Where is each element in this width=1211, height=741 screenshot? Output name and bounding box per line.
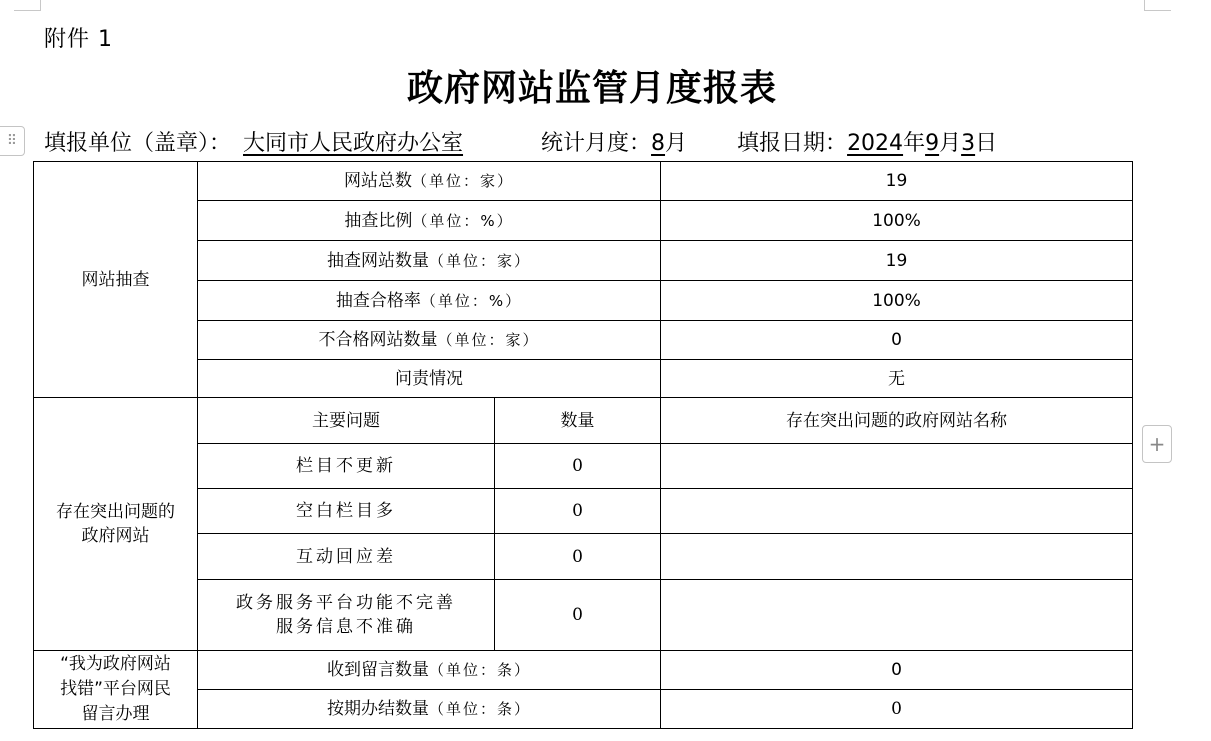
drag-handle-icon: ⠿ xyxy=(6,133,18,149)
sites-cell[interactable] xyxy=(661,580,1133,651)
issue-line2: 服务信息不准确 xyxy=(276,617,416,637)
value-cell[interactable]: 19 xyxy=(661,162,1133,201)
year-value[interactable]: 2024 xyxy=(847,131,904,156)
messages-label-line2: 找错”平台网民 xyxy=(60,679,171,699)
report-date-label: 填报日期： xyxy=(737,131,848,156)
stat-month-value[interactable]: 8 xyxy=(651,131,666,156)
metric-cell xyxy=(198,360,661,398)
page-corner-mark-left xyxy=(14,0,41,11)
table-row xyxy=(34,360,1133,398)
metric-cell xyxy=(198,651,661,690)
issue-cell xyxy=(198,580,495,651)
metric-name: 按期办结数量 xyxy=(326,699,429,719)
table-row xyxy=(34,398,1133,444)
value-cell[interactable]: 无 xyxy=(661,360,1133,398)
table-drag-handle[interactable] xyxy=(0,126,25,156)
value-cell[interactable]: 0 xyxy=(661,321,1133,360)
unit-label: 填报单位（盖章）： xyxy=(44,131,232,156)
page-corner-mark-right xyxy=(1144,0,1171,11)
issue-line1: 政务服务平台功能不完善 xyxy=(236,593,456,613)
table-row xyxy=(34,321,1133,360)
metric-name: 抽查合格率 xyxy=(335,290,421,311)
issues-label-line2: 政府网站 xyxy=(81,526,150,546)
header-sites: 存在突出问题的政府网站名称 xyxy=(661,398,1133,444)
metric-name: 问责情况 xyxy=(395,368,463,389)
value-cell[interactable]: 19 xyxy=(661,241,1133,281)
report-title: 政府网站监管月度报表 xyxy=(406,67,777,109)
table-row xyxy=(34,444,1133,489)
sites-cell[interactable] xyxy=(661,534,1133,580)
metric-name: 不合格网站数量 xyxy=(318,330,438,350)
table-row xyxy=(34,162,1133,201)
stat-month-label: 统计月度： xyxy=(541,131,652,156)
issues-label-line1: 存在突出问题的 xyxy=(56,502,175,522)
month-char: 月 xyxy=(665,131,688,156)
table-row xyxy=(34,201,1133,241)
metric-unit: （单位：家） xyxy=(411,172,514,190)
messages-section-label xyxy=(34,651,198,729)
issues-section-label xyxy=(34,398,198,651)
table-row xyxy=(34,690,1133,729)
metric-cell xyxy=(198,690,661,729)
count-cell[interactable]: 0 xyxy=(495,444,661,489)
metric-name: 抽查网站数量 xyxy=(326,250,429,271)
table-row xyxy=(34,489,1133,534)
header-count: 数量 xyxy=(495,398,661,444)
value-cell[interactable]: 0 xyxy=(661,690,1133,729)
metric-unit: （单位：条） xyxy=(428,661,531,679)
sites-cell[interactable] xyxy=(661,444,1133,489)
table-row xyxy=(34,534,1133,580)
metric-unit: （单位：家） xyxy=(428,251,531,270)
year-char: 年 xyxy=(903,131,926,156)
day-char: 日 xyxy=(975,131,998,156)
messages-label-line3: 留言办理 xyxy=(81,704,150,724)
month-value[interactable]: 9 xyxy=(925,131,940,156)
count-cell[interactable]: 0 xyxy=(495,580,661,651)
sites-cell[interactable] xyxy=(661,489,1133,534)
report-meta-line xyxy=(44,126,1144,158)
messages-label-line1: “我为政府网站 xyxy=(60,654,171,674)
value-cell[interactable]: 0 xyxy=(661,651,1133,690)
plus-icon: + xyxy=(1148,432,1166,456)
metric-name: 抽查比例 xyxy=(344,210,413,231)
metric-cell xyxy=(198,241,661,281)
metric-cell xyxy=(198,201,661,241)
metric-cell xyxy=(198,162,661,201)
add-column-button[interactable] xyxy=(1142,425,1172,463)
attachment-label: 附件 1 xyxy=(44,27,113,52)
table-row xyxy=(34,241,1133,281)
metric-unit: （单位：%） xyxy=(412,211,514,230)
issue-cell: 空白栏目多 xyxy=(198,489,495,534)
spot-check-label: 网站抽查 xyxy=(34,162,198,398)
value-cell[interactable]: 100% xyxy=(661,281,1133,321)
value-cell[interactable]: 100% xyxy=(661,201,1133,241)
metric-name: 网站总数 xyxy=(343,171,412,191)
metric-unit: （单位：%） xyxy=(420,291,523,310)
month-char-2: 月 xyxy=(939,131,962,156)
table-row xyxy=(34,580,1133,651)
header-issue: 主要问题 xyxy=(198,398,495,444)
count-cell[interactable]: 0 xyxy=(495,489,661,534)
metric-cell xyxy=(198,281,661,321)
day-value[interactable]: 3 xyxy=(961,131,976,156)
metric-cell xyxy=(198,321,661,360)
table-row xyxy=(34,281,1133,321)
count-cell[interactable]: 0 xyxy=(495,534,661,580)
unit-value[interactable]: 大同市人民政府办公室 xyxy=(243,131,464,156)
report-table xyxy=(33,161,1133,729)
metric-name: 收到留言数量 xyxy=(326,660,429,680)
metric-unit: （单位：家） xyxy=(437,331,540,349)
table-row xyxy=(34,651,1133,690)
issue-cell: 互动回应差 xyxy=(198,534,495,580)
issue-cell: 栏目不更新 xyxy=(198,444,495,489)
metric-unit: （单位：条） xyxy=(428,700,531,718)
